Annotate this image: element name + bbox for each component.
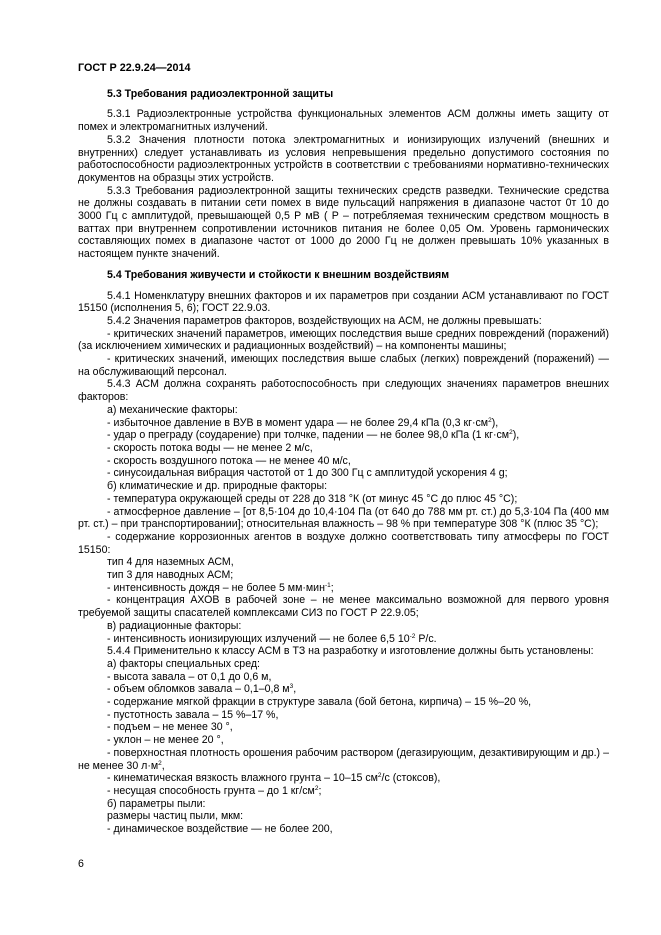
subheading-dust: б) параметры пыли: <box>107 797 206 810</box>
paragraph-5-3-3: 5.3.3 Требования радиоэлектронной защиты технических средств разведки. Технические средства не должны создавать в питании сети помех в виде пульсаций напряжения в диапазоне частот 0т 10 до 3000 Гц с амплитудой, превышающей 0,5 Р мВ ( Р – потребляемая техническим средством мощность в ваттах при внутреннем сопротивлении источников питания не более 0,05 Ом. Уровень гармонических составляющих помех в диапазоне частот от 1000 до 2000 Гц не должен превышать 10% указанных в настоящем пункте значений. <box>78 184 609 261</box>
list-item: - пустотность завала – 15 %–17 %, <box>107 708 279 721</box>
list-item: тип 3 для наводных АСМ; <box>107 569 234 582</box>
list-item: - несущая способность грунта – до 1 $кг/см^2$; <box>107 784 322 797</box>
list-item: - кинематическая вязкость влажного грунта – 10–15 $см^2/с$ (стоксов), <box>107 772 441 785</box>
paragraph-5-3-1: 5.3.1 Радиоэлектронные устройства функциональных элементов АСМ должны иметь защиту от помех и электромагнитных излучений. <box>78 108 609 134</box>
list-item: - скорость потока воды — не менее 2 м/с, <box>107 441 313 454</box>
list-item: - высота завала – от 0,1 до 0,6 м, <box>107 670 272 683</box>
list-item: - синусоидальная вибрация частотой от 1 до 300 Гц с амплитудой ускорения 4 g; <box>107 467 508 480</box>
list-item: - интенсивность ионизирующих излучений — не более 6,5 $10^{-2}$ Р/с. <box>107 632 437 645</box>
list-item: - объем обломков завала – 0,1–0,8 $м^3$, <box>107 683 297 696</box>
section-title-5-3: 5.3 Требования радиоэлектронной защиты <box>107 87 334 100</box>
document-page <box>78 62 609 836</box>
list-item: - уклон – не менее 20 °, <box>107 734 224 747</box>
list-item: - критических значений параметров, имеющих последствия выше средних повреждений (поражений) (за исключением химических и радиационных воздействий) – на компоненты машины; <box>78 327 609 353</box>
list-item: - поверхностная плотность орошения рабочим раствором (дегазирующим, дезактивирующим и др.) – не менее 30 $л\cdot м^2$, <box>78 746 609 772</box>
list-item: - скорость воздушного потока — не менее 40 м/с, <box>107 454 351 467</box>
list-item: тип 4 для наземных АСМ, <box>107 556 234 569</box>
list-item: - подъем – не менее 30 °, <box>107 721 233 734</box>
paragraph-5-4-3: 5.4.3 АСМ должна сохранять работоспособность при следующих значениях параметров внешних факторов: <box>78 378 609 404</box>
list-item: - температура окружающей среды от 228 до 318 °К (от минус 45 °С до плюс 45 °С); <box>107 492 518 505</box>
document-code: ГОСТ Р 22.9.24—2014 <box>78 62 191 74</box>
list-item: - концентрация АХОВ в рабочей зоне – не менее максимально возможной для первого уровня требуемой защиты спасателей комплексами СИЗ по ГОСТ Р 22.9.05; <box>78 594 609 620</box>
paragraph-5-4-1: 5.4.1 Номенклатуру внешних факторов и их параметров при создании АСМ устанавливают по ГОСТ 15150 (исполнения 5, 6); ГОСТ 22.9.03. <box>78 289 609 315</box>
subheading-mechanical: а) механические факторы: <box>107 403 238 416</box>
page-number: 6 <box>78 858 84 870</box>
list-item: - интенсивность дождя – не более 5 мм·мин$^{-1}$; <box>107 581 334 594</box>
subheading-special-media: а) факторы специальных сред: <box>107 657 260 670</box>
list-item: - атмосферное давление – [от 8,5·104 до 10,4·104 Па (от 640 до 788 мм рт. ст.) до 5,3·104 Па (400 мм рт. ст.) – при транспортировании]; относительная влажность – 98 % при температуре 308 °К (плюс 35 °С); <box>78 505 609 531</box>
paragraph-5-4-4: 5.4.4 Применительно к классу АСМ в ТЗ на разработку и изготовление должны быть установлены: <box>107 645 594 658</box>
list-item: размеры частиц пыли, мкм: <box>107 810 244 823</box>
list-item: - содержание коррозионных агентов в воздухе должно соответствовать типу атмосферы по ГОСТ 15150: <box>78 530 609 556</box>
list-item: - критических значений, имеющих последствия выше слабых (легких) повреждений (поражений) — на обслуживающий персонал. <box>78 353 609 378</box>
subheading-radiation: в) радиационные факторы: <box>107 619 242 632</box>
list-item: - избыточное давление в ВУВ в момент удара — не более 29,4 кПа (0,3 $кг\cdot см^2$), <box>107 416 499 429</box>
list-item: - содержание мягкой фракции в структуре завала (бой бетона, кирпича) – 15 %–20 %, <box>107 696 532 709</box>
paragraph-5-4-2: 5.4.2 Значения параметров факторов, воздействующих на АСМ, не должны превышать: <box>107 314 542 327</box>
section-title-5-4: 5.4 Требования живучести и стойкости к внешним воздействиям <box>107 268 450 281</box>
list-item: - динамическое воздействие — не более 200, <box>107 823 333 836</box>
list-item: - удар о преграду (соударение) при толчке, падении — не более 98,0 кПа (1 $кг\cdot см^2$), <box>107 429 520 442</box>
subheading-climatic: б) климатические и др. природные факторы: <box>107 480 328 493</box>
paragraph-5-3-2: 5.3.2 Значения плотности потока электромагнитных и ионизирующих излучений (внешних и внутренних) следует устанавливать из условия непревышения предельно допустимого состояния по работоспособности радиоэлектронных устройств в соответствии с требованиями нормативно-технических документов на образцы этих устройств. <box>78 133 609 184</box>
